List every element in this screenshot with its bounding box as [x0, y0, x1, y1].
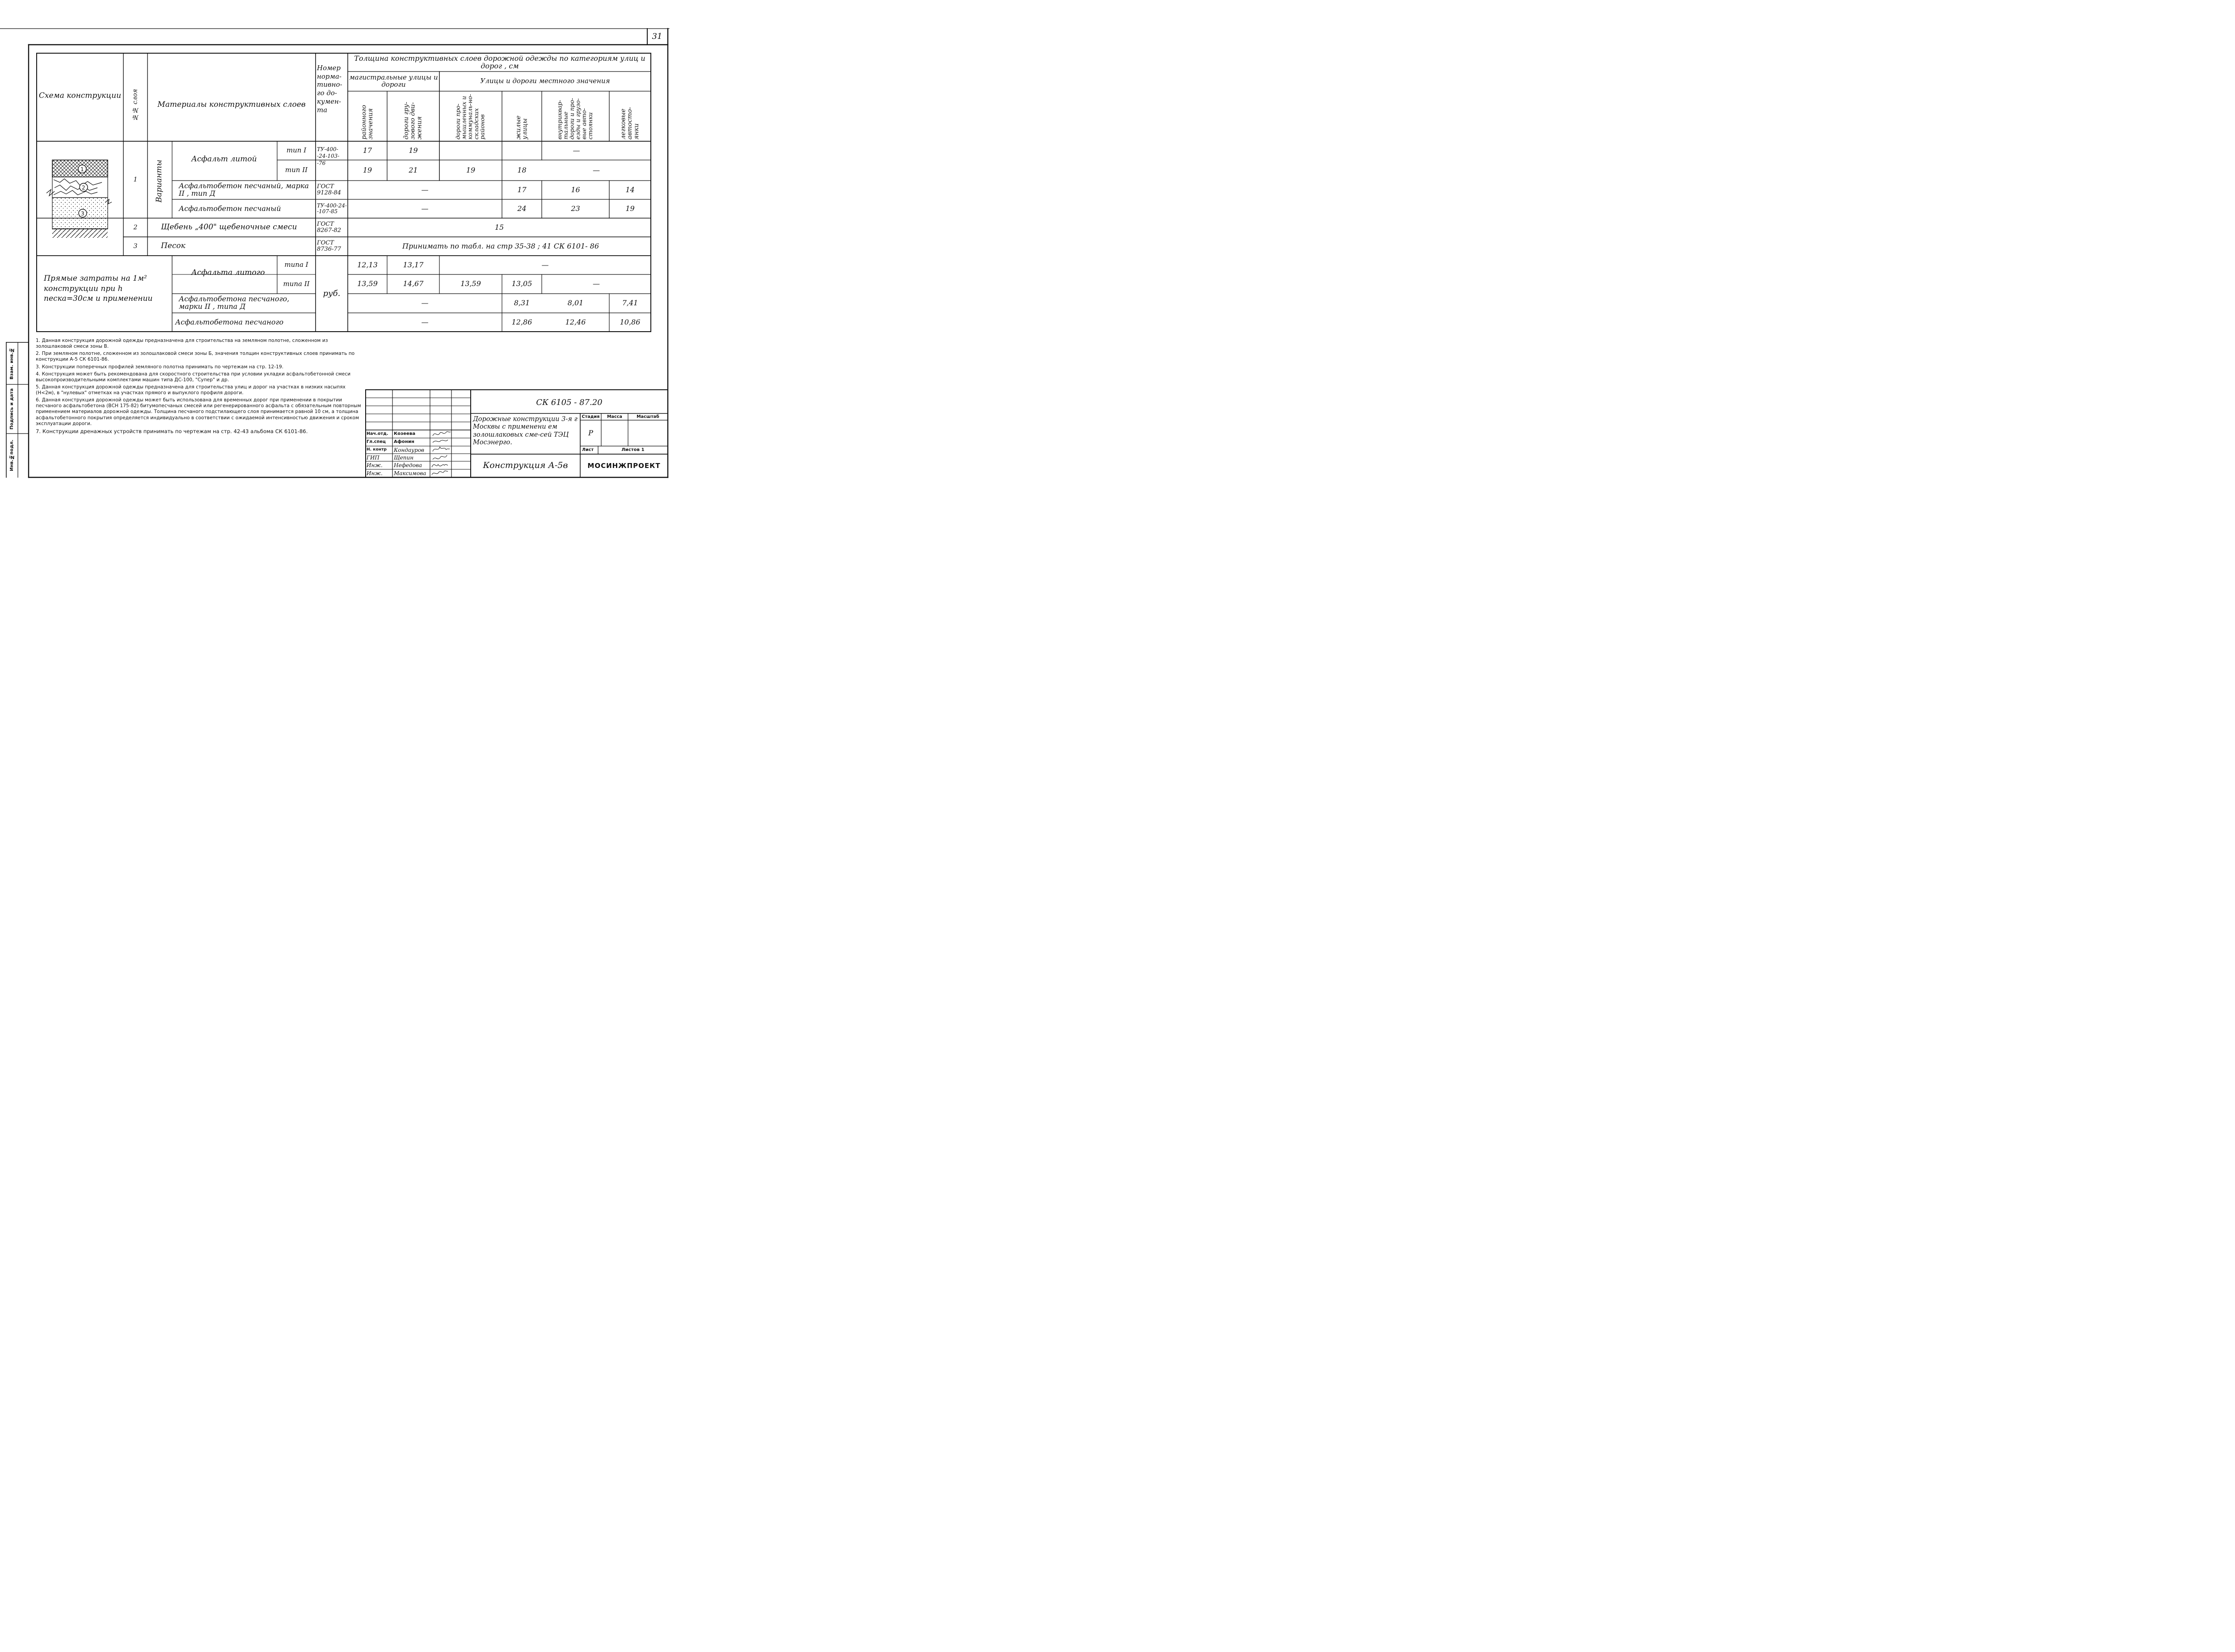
header-group-main: магистральные улицы и дороги	[349, 73, 438, 88]
header-group-local: Улицы и дороги местного значения	[480, 77, 610, 85]
a2-freight: 21	[409, 165, 418, 174]
asphalt-concrete-sand-label: Асфальтобетон песчаный	[179, 204, 281, 213]
absand-residential: 24	[517, 204, 527, 213]
person-nefedova: Нефедова	[394, 462, 422, 468]
header-norm-doc: Номер норма-тивно-го до-кумен-та	[317, 63, 342, 114]
a2-residential: 18	[517, 165, 527, 174]
crushed-stone-value: 15	[494, 223, 504, 232]
sidebar-replace-inv: Взам. инв.№	[9, 347, 14, 379]
note-7: 7. Конструкции дренажных устройств принимать по чертежам на стр. 42-43 альбома СК 6101-86.	[36, 428, 308, 434]
a2-rest: —	[593, 165, 600, 174]
note-1: 1. Данная конструкция дорожной одежды предназначена для строительства на земляном полотне, сложенном из золошлаковой смеси зоны В.	[36, 338, 328, 350]
person-maksimova: Максимова	[394, 470, 426, 476]
asphalt-cast-label: Асфальт литой	[191, 154, 257, 164]
c4-residential: 12,86	[511, 317, 532, 326]
type-1-label: тип I	[286, 146, 307, 155]
type-2-label: тип II	[285, 166, 308, 174]
layer-2-number: 2	[133, 223, 138, 231]
layer-3-number: 3	[133, 242, 138, 250]
person-afonin: Афонин	[394, 439, 414, 444]
header-col-residential: жилые улицы	[514, 115, 529, 139]
notes	[36, 338, 362, 434]
organization: МОСИНЖПРОЕКТ	[587, 461, 661, 470]
asphalt-cast-doc: ТУ-400--24-103--76	[317, 146, 340, 166]
a2-district: 19	[363, 165, 372, 174]
absand-parking: 19	[625, 204, 635, 213]
header-materials: Материалы конструктивных слоев	[157, 100, 306, 110]
drawing-code: СК 6105 - 87.20	[536, 397, 603, 407]
sheet-number: 31	[652, 31, 662, 41]
svg-text:1: 1	[80, 166, 84, 173]
role-norm-control: Н. контр	[367, 447, 387, 452]
a1-rest: —	[573, 146, 580, 155]
header-layer-no: №№ слоя	[131, 89, 139, 121]
c1-freight: 13,17	[403, 260, 424, 269]
header-col-freight: дороги гру-зового дви-жения	[402, 101, 423, 139]
c2-residential: 13,05	[511, 279, 532, 288]
absand-intrablock: 23	[571, 204, 580, 213]
header-col-car-parking: легковые автосто-янки	[620, 107, 640, 139]
construction-name: Конструкция А-5в	[483, 460, 568, 471]
c3-residential: 8,31	[514, 299, 530, 308]
svg-text:3: 3	[81, 211, 84, 217]
asphalt-concrete-sand-doc: ТУ-400-24--107-85	[317, 202, 347, 215]
note-3: 3. Конструкции поперечных профилей земляного полотна принимать по чертежам на стр. 12-19.	[36, 364, 284, 370]
a2-industrial: 19	[466, 165, 476, 174]
stage-value: Р	[588, 428, 593, 437]
person-kondaurov: Кондауров	[394, 447, 425, 453]
c2-freight: 14,67	[403, 279, 424, 288]
role-head-dept: Нач.отд.	[367, 431, 388, 437]
person-kozeeva: Козеева	[394, 431, 416, 436]
role-engineer-2: Инж.	[367, 470, 383, 476]
cost-type-1: типа I	[284, 261, 308, 269]
header-col-district: районного значения	[360, 105, 374, 139]
header-scheme: Схема конструкции	[38, 91, 122, 101]
construction-scheme	[46, 160, 112, 238]
sidebar-sign-date: Подпись и дата	[9, 388, 14, 430]
c4-main: —	[421, 317, 429, 326]
abm2-parking: 14	[625, 185, 635, 194]
note-4: 4. Конструкция может быть рекомендована для скоростного строительства при условии укладки асфальтобетонной смеси высокопроизводительными комплектами машин типа ДС-100, "Супер" и др.	[36, 371, 351, 383]
absand-main: —	[421, 204, 429, 213]
c4-parking: 10,86	[620, 317, 641, 326]
abm2-residential: 17	[517, 185, 527, 194]
c2-district: 13,59	[357, 279, 378, 288]
header-thickness: Толщина конструктивных слоев дорожной одежды по категориям улиц и дорог , см	[354, 54, 645, 70]
asphalt-concrete-grade2-doc: ГОСТ 9128-84	[317, 183, 342, 196]
sand-label: Песок	[161, 241, 186, 251]
crushed-stone-label: Щебень „400" щебеночные смеси	[161, 223, 297, 232]
svg-text:2: 2	[82, 185, 85, 191]
sheets-header: Листов 1	[621, 447, 645, 452]
scale-header: Масштаб	[637, 414, 659, 419]
c2-industrial: 13,59	[460, 279, 481, 288]
abm2-intrablock: 16	[571, 185, 580, 194]
layer-1-variants: Варианты	[155, 160, 164, 202]
sand-doc: ГОСТ 8736-77	[317, 240, 342, 253]
sand-value: Принимать по табл. на стр 35-38 ; 41 СК 6101- 86	[402, 241, 599, 250]
a1-district: 17	[363, 146, 372, 155]
role-gip: ГИП	[367, 454, 380, 461]
layer-1-number: 1	[133, 176, 138, 183]
c2-rest: —	[593, 279, 600, 288]
c1-district: 12,13	[357, 260, 378, 269]
c3-parking: 7,41	[622, 299, 638, 308]
note-6: 6. Данная конструкция дорожной одежды может быть использована для временных дорог при применении в покрытии песчаного асфальтобетона (ВСН 175-82) битумопесчаных смесей или регенерированного асфальта с обязательным повторным применением материалов дорожной одежды. Толщина песчаного подстилающего слоя принимается равной 10 см, а толщина асфальтобетонного покрытия определяется индивидуально в соответствии с ожидаемой интенсивностью движения и сроком эксплуатации дороги.	[36, 397, 361, 426]
cost-asphalt-concrete-grade2: Асфальтобетона песчаного, марки II , типа Д	[179, 295, 290, 311]
cost-asphalt-concrete-sand: Асфальтобетона песчаного	[175, 317, 284, 326]
role-engineer-1: Инж.	[367, 462, 383, 468]
c1-rest: —	[541, 260, 549, 269]
c3-main: —	[421, 299, 429, 308]
sheet-header: Лист	[582, 447, 594, 453]
a1-industrial	[440, 142, 501, 159]
note-2: 2. При земляном полотне, сложенном из золошлаковой смеси зоны Б, значения толщин конструктивных слоев принимать по конструкции А-5 СК 6101-86.	[36, 351, 355, 362]
person-schepin: Щепин	[394, 454, 414, 461]
stage-header: Стадия	[582, 414, 600, 419]
cost-unit: руб.	[323, 288, 341, 298]
drawing-title: Дорожные конструкции 3-я г Москвы с применени ем золошлаковых сме-сей ТЭЦ Мосэнерго.	[473, 416, 578, 447]
cost-label: Прямые затраты на 1м² конструкции при h песка=30см и применении	[44, 274, 153, 303]
asphalt-concrete-grade2-label: Асфальтобетон песчаный, марка II , тип Д	[179, 181, 309, 198]
role-chief-spec: Гл.спец	[367, 439, 386, 445]
mass-header: Масса	[607, 414, 623, 419]
c4-intrablock: 12,46	[565, 317, 586, 326]
sidebar-inv-orig: Инв.№подл.	[9, 439, 14, 472]
cost-asphalt-cast: Асфальта литого	[191, 268, 265, 277]
header-col-intrablock: внутриквар-тальные дороги и про-езды и грузо-вые авто-стоянки	[557, 98, 594, 139]
c3-intrablock: 8,01	[567, 299, 584, 308]
note-5: 5. Данная конструкция дорожной одежды предназначена для строительства улиц и дорог на участках в низких насыпях (Н<2м), в "нулевых" отметках на участках прямого и выпуклого профиля дороги.	[36, 384, 346, 396]
abm2-main: —	[421, 185, 429, 194]
crushed-stone-doc: ГОСТ 8267-82	[317, 221, 342, 234]
header-col-industrial: дороги про-мышленных и коммуналь-но-складских районов	[455, 94, 486, 139]
a1-freight: 19	[409, 146, 418, 155]
cost-type-2: типа II	[283, 279, 310, 288]
